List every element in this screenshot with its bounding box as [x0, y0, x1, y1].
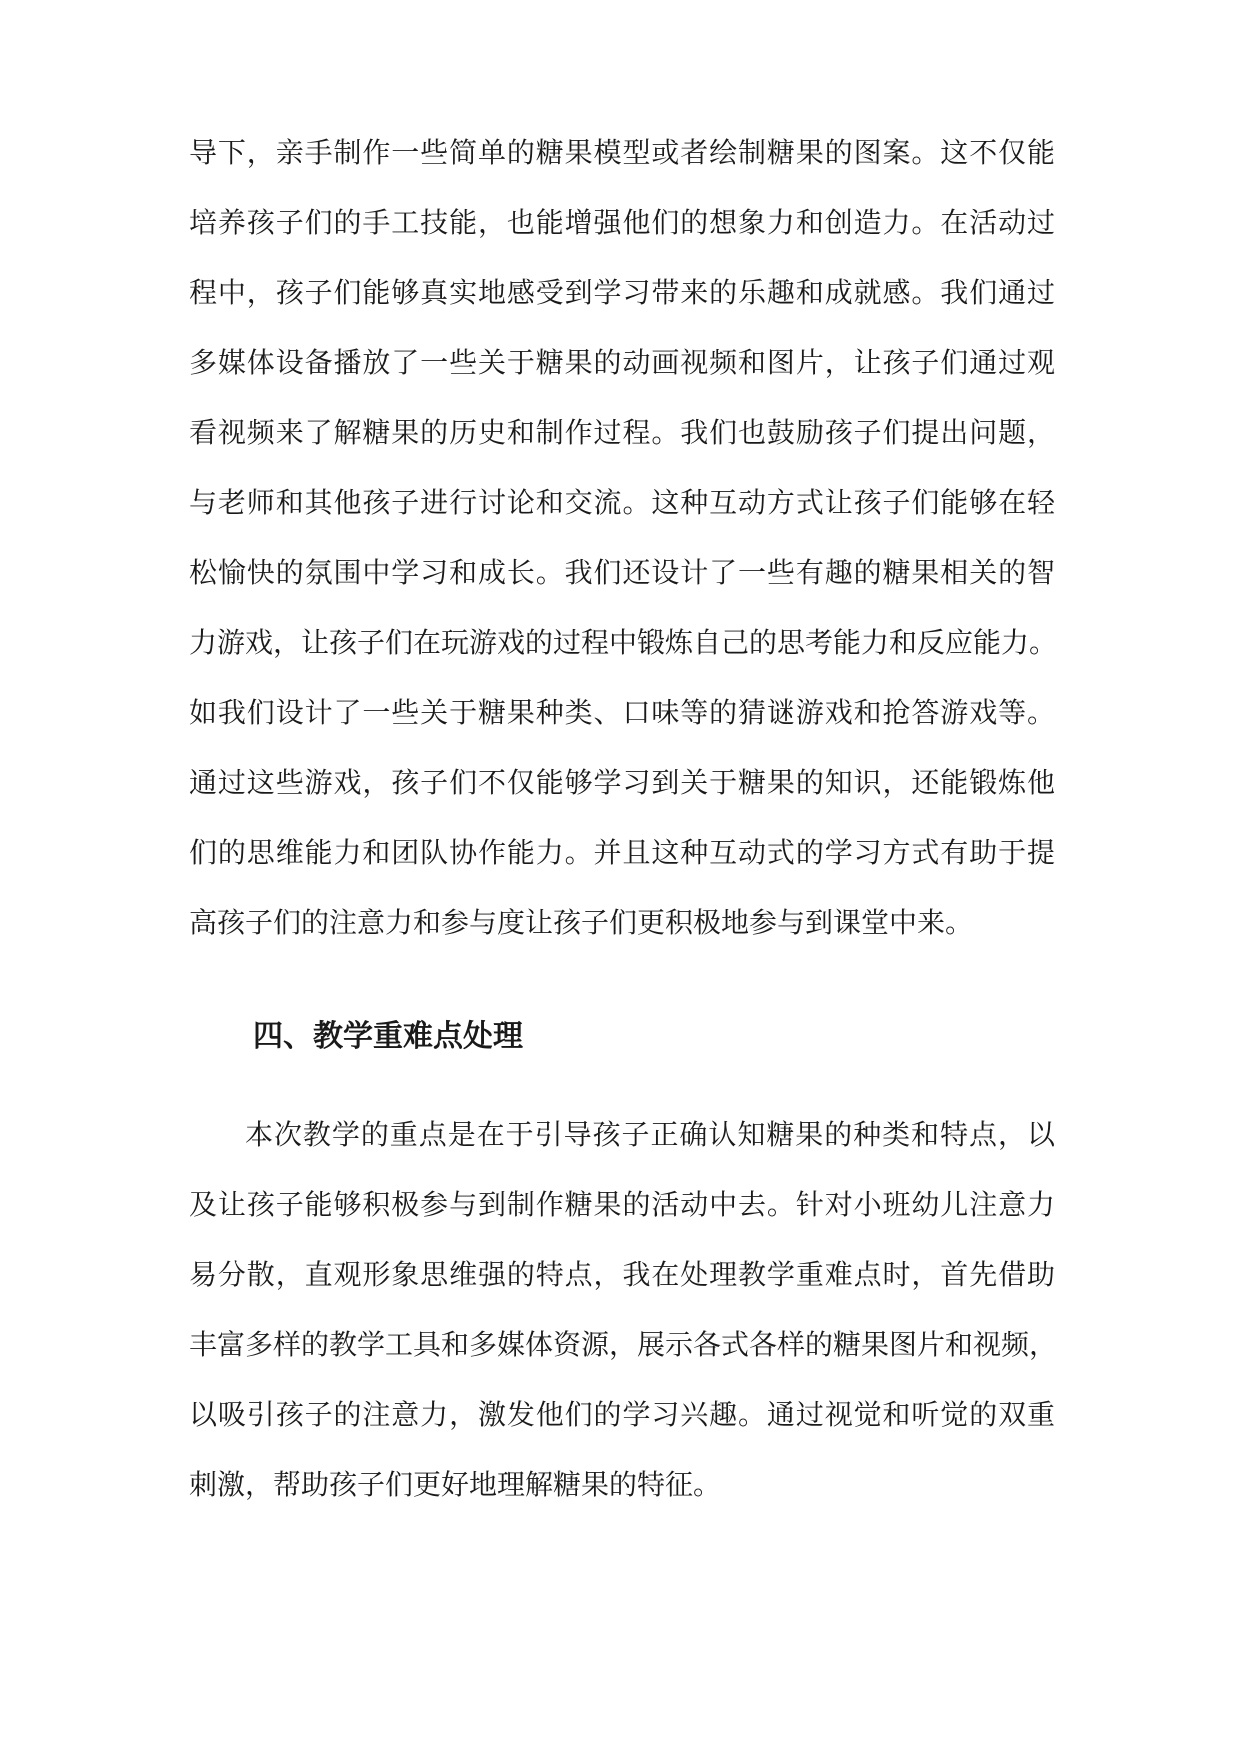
- paragraph-1-line-7: 松愉快的氛围中学习和成长。我们还设计了一些有趣的糖果相关的智: [189, 556, 1055, 589]
- paragraph-1-line-2: 培养孩子们的手工技能，也能增强他们的想象力和创造力。在活动过: [189, 206, 1055, 239]
- section-heading: 四、教学重难点处理: [253, 1019, 523, 1054]
- paragraph-1-line-5: 看视频来了解糖果的历史和制作过程。我们也鼓励孩子们提出问题，: [189, 416, 1055, 449]
- paragraph-2-line-5: 以吸引孩子的注意力，激发他们的学习兴趣。通过视觉和听觉的双重: [189, 1398, 1055, 1431]
- paragraph-1-line-10: 通过这些游戏，孩子们不仅能够学习到关于糖果的知识，还能锻炼他: [189, 766, 1055, 799]
- paragraph-1-line-9: 如我们设计了一些关于糖果种类、口味等的猜谜游戏和抢答游戏等。: [189, 696, 1055, 729]
- paragraph-1-line-12: 高孩子们的注意力和参与度让孩子们更积极地参与到课堂中来。: [189, 906, 974, 939]
- paragraph-2-line-1: 本次教学的重点是在于引导孩子正确认知糖果的种类和特点，以: [245, 1118, 1055, 1151]
- paragraph-2-line-2: 及让孩子能够积极参与到制作糖果的活动中去。针对小班幼儿注意力: [189, 1188, 1055, 1221]
- paragraph-1-line-1: 导下，亲手制作一些简单的糖果模型或者绘制糖果的图案。这不仅能: [189, 136, 1055, 169]
- paragraph-1-line-3: 程中，孩子们能够真实地感受到学习带来的乐趣和成就感。我们通过: [189, 276, 1055, 309]
- paragraph-1-line-4: 多媒体设备播放了一些关于糖果的动画视频和图片，让孩子们通过观: [189, 346, 1055, 379]
- paragraph-1-line-6: 与老师和其他孩子进行讨论和交流。这种互动方式让孩子们能够在轻: [189, 486, 1055, 519]
- paragraph-2-line-4: 丰富多样的教学工具和多媒体资源，展示各式各样的糖果图片和视频，: [189, 1328, 1058, 1361]
- paragraph-1-line-8: 力游戏，让孩子们在玩游戏的过程中锻炼自己的思考能力和反应能力。: [189, 626, 1058, 659]
- paragraph-2-line-6: 刺激，帮助孩子们更好地理解糖果的特征。: [189, 1468, 722, 1501]
- paragraph-2-line-3: 易分散，直观形象思维强的特点，我在处理教学重难点时，首先借助: [189, 1258, 1055, 1291]
- paragraph-1-line-11: 们的思维能力和团队协作能力。并且这种互动式的学习方式有助于提: [189, 836, 1055, 869]
